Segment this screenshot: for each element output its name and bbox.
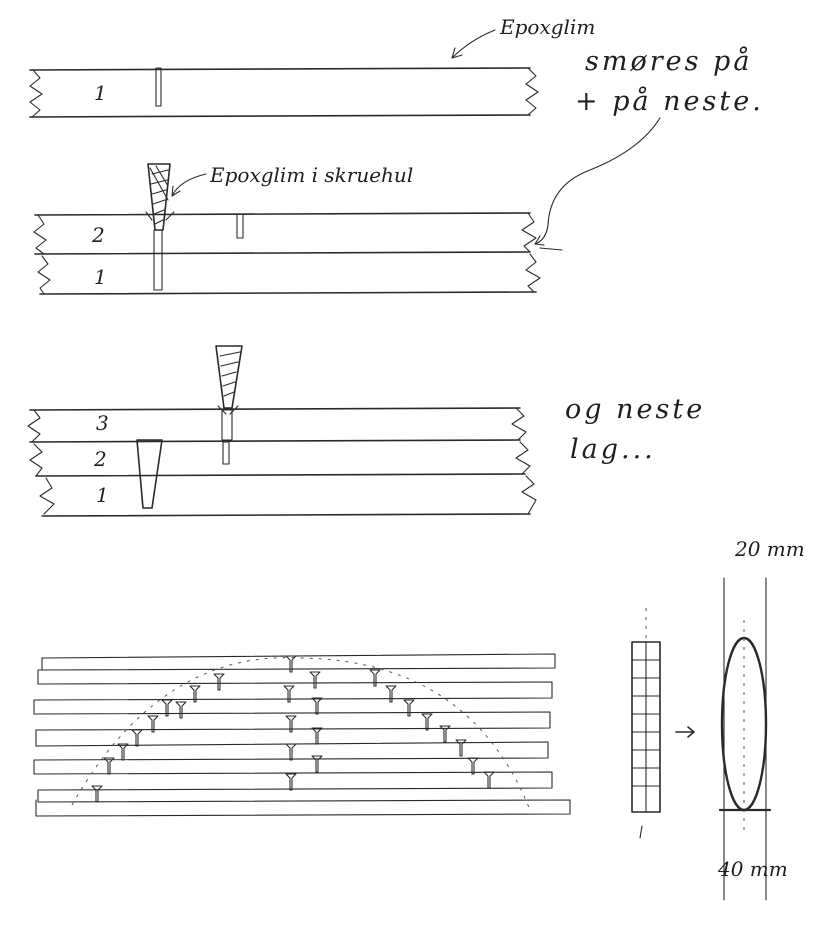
break-left: [30, 444, 42, 476]
screw-hole: [156, 68, 161, 106]
layer-label: 1: [94, 265, 107, 289]
layer-label: 1: [94, 81, 107, 105]
screw-icon: [92, 674, 224, 802]
layer-label: 2: [94, 447, 107, 471]
screw-hole: [154, 230, 162, 290]
glue-line-mark: [540, 248, 562, 250]
screw-icon: [146, 164, 174, 230]
break-left: [28, 410, 40, 442]
screw-hole-glue-label: Epoxglim i skruehul: [210, 163, 414, 187]
break-right: [526, 68, 538, 115]
bend-curve: [72, 658, 530, 810]
screw-icon: [137, 440, 162, 508]
layer-label: 2: [92, 223, 105, 247]
epoxy-label: Epoxglim: [500, 15, 596, 39]
break-right: [512, 408, 526, 440]
apply-text-2: + på neste.: [575, 86, 764, 117]
screw-icon: [284, 656, 322, 790]
break-right: [522, 213, 536, 252]
layer-label: 3: [96, 411, 109, 435]
screw-hole: [237, 214, 243, 238]
next-layer-text-1: og neste: [565, 394, 706, 425]
step3-stack: [28, 346, 536, 516]
screw-hole: [223, 442, 229, 464]
break-left: [30, 70, 42, 117]
break-right: [526, 254, 540, 292]
arrowhead-icon: [535, 236, 544, 245]
break-right: [516, 442, 530, 474]
break-left: [34, 215, 46, 254]
screw-icon: [216, 346, 242, 414]
screw-hole: [222, 410, 232, 440]
laminated-stack: [34, 654, 570, 816]
break-left: [40, 478, 54, 514]
layer-label: 1: [96, 483, 109, 507]
next-layer-text-2: lag...: [570, 434, 656, 465]
break-right: [522, 476, 536, 514]
cross-section-detail: [632, 537, 805, 900]
arrow-to-glue-line: [535, 118, 660, 244]
width-bottom-label: 40 mm: [718, 857, 788, 881]
break-left: [38, 256, 50, 294]
arrow-right-icon: [676, 727, 694, 737]
width-top-label: 20 mm: [735, 537, 805, 561]
step1-board: [30, 68, 538, 117]
arrow-to-board: [452, 30, 495, 58]
apply-text-1: smøres på: [585, 46, 753, 77]
